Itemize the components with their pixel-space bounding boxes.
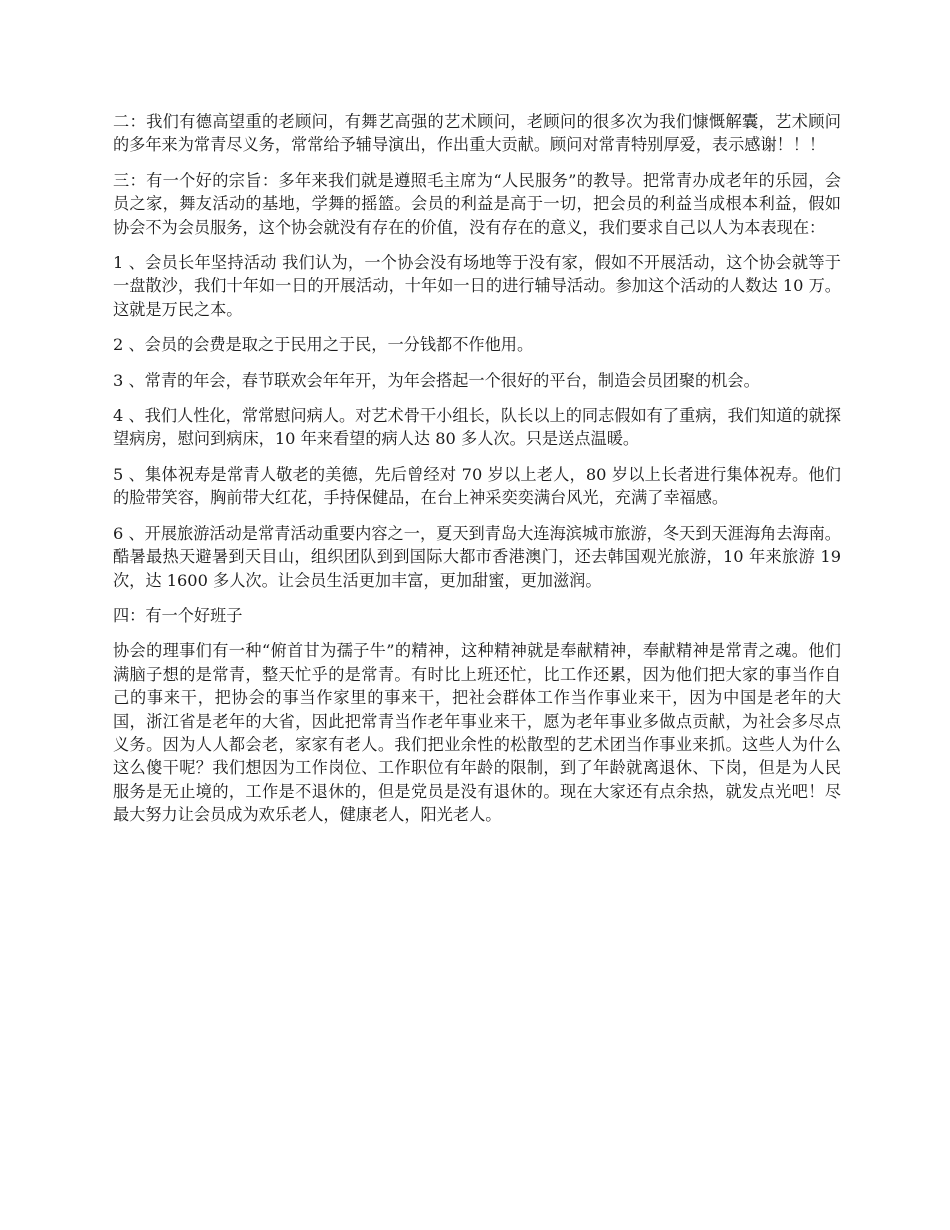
paragraph-item-6: 6 、开展旅游活动是常青活动重要内容之一，夏天到青岛大连海滨城市旅游，冬天到天涯海角去海南。酷暑最热天避暑到天目山，组织团队到到国际大都市香港澳门，还去韩国观光旅游，10 年来旅游 19 次，达 1600 多人次。让会员生活更加丰富，更加甜蜜，更加滋润。 — [113, 523, 841, 590]
paragraph-item-4: 4 、我们人性化，常常慰问病人。对艺术骨干小组长，队长以上的同志假如有了重病，我们知道的就探望病房，慰问到病床，10 年来看望的病人达 80 多人次。只是送点温暖。 — [113, 406, 841, 449]
paragraph-purpose: 三：有一个好的宗旨：多年来我们就是遵照毛主席为“人民服务”的教导。把常青办成老年的乐园，会员之家，舞友活动的基地，学舞的摇篮。会员的利益是高于一切，把会员的利益当成根本利益，假如协会不为会员服务，这个协会就没有存在的价值，没有存在的意义，我们要求自己以人为本表现在： — [113, 170, 841, 237]
paragraph-item-5: 5 、集体祝寿是常青人敬老的美德，先后曾经对 70 岁以上老人，80 岁以上长者进行集体祝寿。他们的脸带笑容，胸前带大红花，手持保健品，在台上神采奕奕满台风光，充满了幸福感。 — [113, 464, 841, 508]
section-heading-team: 四：有一个好班子 — [113, 605, 243, 625]
paragraph-item-1: 1 、会员长年坚持活动 我们认为，一个协会没有场地等于没有家，假如不开展活动，这个协会就等于一盘散沙，我们十年如一日的开展活动，十年如一日的进行辅导活动。参加这个活动的人数达 10 万。这就是万民之本。 — [113, 253, 841, 319]
paragraph-item-3: 3 、常青的年会，春节联欢会年年开，为年会搭起一个很好的平台，制造会员团聚的机会。 — [113, 370, 760, 390]
document-body — [113, 110, 841, 839]
paragraph-team: 协会的理事们有一种“俯首甘为孺子牛”的精神，这种精神就是奉献精神，奉献精神是常青之魂。他们满脑子想的是常青，整天忙乎的是常青。有时比上班还忙，比工作还累，因为他们把大家的事当作自己的事来干，把协会的事当作家里的事来干，把社会群体工作当作事业来干，因为中国是老年的大国，浙江省是老年的大省，因此把常青当作老年事业来干，愿为老年事业多做点贡献，为社会多尽点义务。因为人人都会老，家家有老人。我们把业余性的松散型的艺术团当作事业来抓。这些人为什么这么傻干呢？我们想因为工作岗位、工作职位有年龄的限制，到了年龄就离退休、下岗，但是为人民服务是无止境的，工作是不退休的，但是党员是没有退休的。现在大家还有点余热，就发点光吧！尽最大努力让会员成为欢乐老人，健康老人，阳光老人。 — [113, 641, 841, 825]
paragraph-advisors: 二：我们有德高望重的老顾问，有舞艺高强的艺术顾问，老顾问的很多次为我们慷慨解囊，艺术顾问的多年来为常青尽义务，常常给予辅导演出，作出重大贡献。顾问对常青特别厚爱，表示感谢！！！ — [113, 112, 841, 155]
paragraph-item-2: 2 、会员的会费是取之于民用之于民，一分钱都不作他用。 — [113, 335, 534, 355]
